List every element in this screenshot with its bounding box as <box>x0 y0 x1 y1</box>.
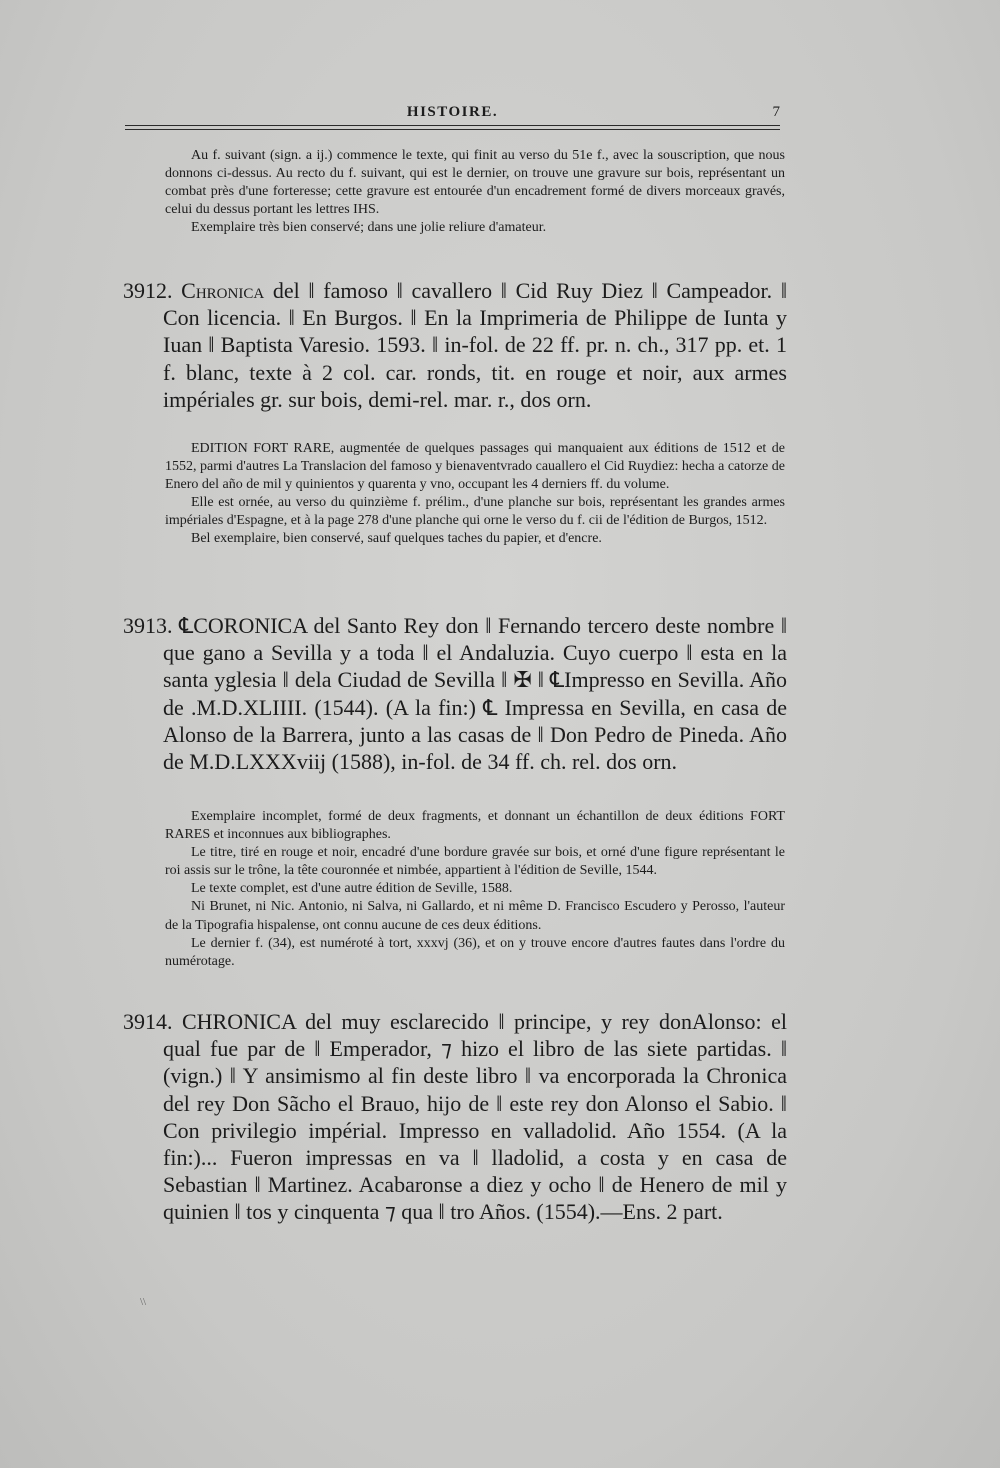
header-rule <box>125 125 780 126</box>
entry-3912-notes <box>165 440 785 549</box>
entry-heading <box>123 277 787 413</box>
entry-heading <box>123 612 787 775</box>
running-header <box>125 104 780 124</box>
entry-3913 <box>123 612 787 775</box>
note-paragraph: Le titre, tiré en rouge et noir, encadré d'une bordure gravée sur bois, et orné d'une figure représentant le roi assis sur le trône, la tête couronnée et nimbée, appartient à l'édition de Seville, 1544. <box>165 845 785 879</box>
note-paragraph: Le dernier f. (34), est numéroté à tort, xxxvj (36), et on y trouve encore d'autres fautes dans l'ordre du numérotage. <box>165 935 785 969</box>
margin-mark: \\ <box>140 1296 147 1308</box>
entry-number: 3913. <box>123 613 173 638</box>
entry-3913-notes <box>165 808 785 971</box>
note-paragraph: Bel exemplaire, bien conservé, sauf quelques taches du papier, et d'encre. <box>191 531 602 547</box>
note-paragraph: EDITION FORT RARE, augmentée de quelques passages qui manquaient aux éditions de 1512 et de 1552, parmi d'autres La Translacion del famoso y bienaventvrado cauallero el Cid Ruydiez: hecha a catorze de Enero del año de mil y quinientos y quarenta y vno, occupant les 4 derniers ff. du volume. <box>165 441 785 493</box>
top-note-paragraph: Exemplaire très bien conservé; dans une jolie reliure d'amateur. <box>191 220 547 236</box>
entry-number: 3912. <box>123 278 173 303</box>
top-note-paragraph: Au f. suivant (sign. a ij.) commence le texte, qui finit au verso du 51e f., avec la souscription, que nous donnons ci-dessus. Au recto du f. suivant, qui est le dernier, on trouve une gravure sur bois, représentant un combat près d'une forteresse; cette gravure est entourée d'un encadrement formé de divers morceaux gravés, celui du dessus portant les lettres IHS. <box>165 148 785 218</box>
entry-number: 3914. <box>123 1009 173 1034</box>
entry-heading <box>123 1008 787 1226</box>
note-paragraph: Exemplaire incomplet, formé de deux fragments, et donnant un échantillon de deux éditions FORT RARES et inconnues aux bibliographes. <box>165 809 785 843</box>
note-paragraph: Le texte complet, est d'une autre édition de Seville, 1588. <box>191 881 513 897</box>
entry-description: CHRONICA del muy esclarecido ‖ principe, y rey donAlonso: el qual fue par de ‖ Emperador, ⁊ hizo el libro de las siete partidas. ‖ (vign.) ‖ Y ansimismo al fin deste libro ‖ va encorporada la Chronica del rey Don Sãcho el Brauo, hijo de ‖ este rey don Alonso el Sabio. ‖ Con privilegio impérial. Impresso en valladolid. Año 1554. (A la fin:)... Fueron impressas en va ‖ lladolid, a costa y en casa de Sebastian ‖ Martinez. Acabaronse a diez y ocho ‖ de Henero de mil y quinien ‖ tos y cinquenta ⁊ qua ‖ tro Años. (1554).—Ens. 2 part. <box>163 1009 787 1225</box>
entry-lead-word: Chronica <box>181 278 265 303</box>
note-paragraph: Ni Brunet, ni Nic. Antonio, ni Salva, ni Gallardo, et ni même D. Francisco Escudero y Perosso, l'auteur de la Tipografia hispalense, ont connu aucune de ces deux éditions. <box>165 899 785 933</box>
entry-3912 <box>123 277 787 413</box>
top-notes <box>165 147 785 237</box>
page-number: 7 <box>772 104 780 120</box>
entry-description: ℄CORONICA del Santo Rey don ‖ Fernando tercero deste nombre ‖ que gano a Sevilla y a toda ‖ el Andaluzia. Cuyo cuerpo ‖ esta en la santa yglesia ‖ dela Ciudad de Sevilla ‖ ✠ ‖ ℄Impresso en Sevilla. Año de .M.D.XLIIII. (1544). (A la fin:) ℄ Impressa en Sevilla, en casa de Alonso de la Barrera, junto a las casas de ‖ Don Pedro de Pineda. Año de M.D.LXXXviij (1588), in-fol. de 34 ff. ch. rel. dos orn. <box>163 613 787 775</box>
header-rule-thin <box>125 129 780 130</box>
note-paragraph: Elle est ornée, au verso du quinzième f. prélim., d'une planche sur bois, représentant les grandes armes impériales d'Espagne, et à la page 278 d'une planche qui orne le verso du f. cii de l'édition de Burgos, 1512. <box>165 495 785 529</box>
entry-description: del ‖ famoso ‖ cavallero ‖ Cid Ruy Diez ‖ Campeador. ‖ Con licencia. ‖ En Burgos. ‖ En la Imprimeria de Philippe de Iunta y Iuan ‖ Baptista Varesio. 1593. ‖ in-fol. de 22 ff. pr. n. ch., 317 pp. et. 1 f. blanc, texte à 2 col. car. ronds, tit. en rouge et noir, aux armes impériales gr. sur bois, demi-rel. mar. r., dos orn. <box>163 278 788 412</box>
entry-3914 <box>123 1008 787 1226</box>
running-title: HISTOIRE. <box>406 104 499 120</box>
